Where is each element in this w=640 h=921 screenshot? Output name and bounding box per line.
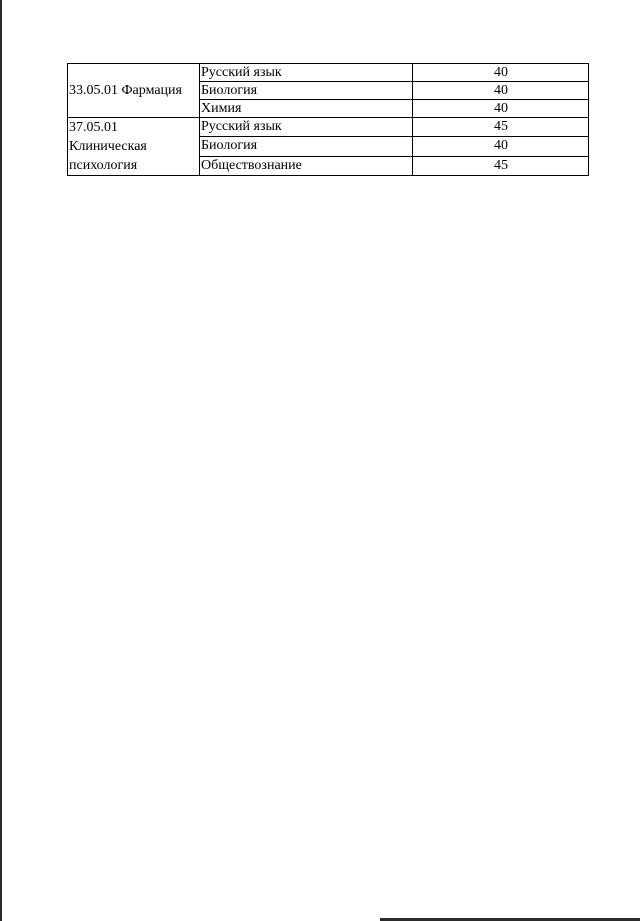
score-cell: 40 — [413, 100, 589, 118]
table-row — [68, 118, 589, 137]
min-scores-table — [67, 63, 589, 176]
program-code-name: 33.05.01 Фармация — [69, 82, 182, 98]
subject-cell: Химия — [200, 100, 413, 118]
subject-cell: Биология — [200, 82, 413, 100]
scan-edge-left — [0, 0, 2, 921]
score-cell: 40 — [413, 64, 589, 82]
score-cell: 40 — [413, 82, 589, 100]
program-name-cell — [68, 118, 200, 176]
subject-cell: Биология — [200, 137, 413, 156]
score-cell: 45 — [413, 156, 589, 175]
subject-cell: Русский язык — [200, 118, 413, 137]
score-cell: 45 — [413, 118, 589, 137]
subject-cell: Русский язык — [200, 64, 413, 82]
program-code: 37.05.01 — [69, 120, 118, 135]
subject-cell: Обществознание — [200, 156, 413, 175]
program-name-line: психология — [69, 158, 138, 173]
table-row — [68, 64, 589, 82]
score-cell: 40 — [413, 137, 589, 156]
program-name-line: Клиническая — [69, 139, 147, 154]
program-name-cell — [68, 64, 200, 118]
